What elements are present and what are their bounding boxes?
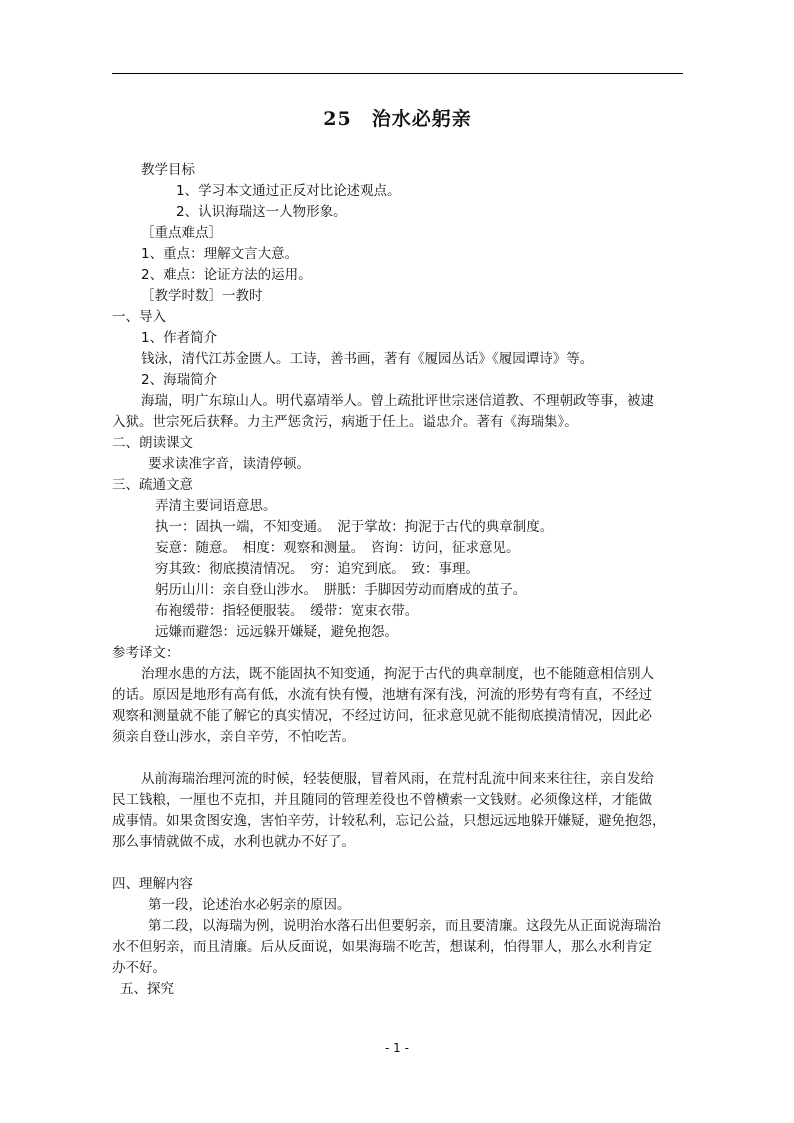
text-line: 海瑞，明广东琼山人。明代嘉靖举人。曾上疏批评世宗迷信道教、不理朝政等事，被逮 — [141, 393, 654, 409]
text-line: 2、海瑞简介 — [141, 372, 218, 388]
section-heading: 三、疏通文意 — [112, 477, 193, 493]
text-line: 要求读准字音，读清停顿。 — [148, 456, 310, 472]
text-line: ［教学时数］一教时 — [141, 288, 263, 304]
text-line: 水不但躬亲，而且清廉。后从反面说，如果海瑞不吃苦，想谋利，怕得罪人，那么水利肯定 — [112, 939, 652, 955]
page-title: 25 治水必躬亲 — [323, 108, 472, 130]
page-number: - 1 - — [385, 1041, 409, 1055]
section-heading: 参考译文： — [112, 645, 180, 661]
text-line: 须亲自登山涉水，亲自辛劳，不怕吃苦。 — [112, 729, 355, 745]
text-line: 2、认识海瑞这一人物形象。 — [176, 204, 347, 220]
text-line: 弄清主要词语意思。 — [155, 498, 277, 514]
text-line: 2、难点：论证方法的运用。 — [141, 267, 312, 283]
text-line: 民工钱粮，一厘也不克扣，并且随同的管理差役也不曾横索一文钱财。必须像这样，才能做 — [112, 792, 652, 808]
text-line: 第二段，以海瑞为例，说明治水落石出但要躬亲，而且要清廉。这段先从正面说海瑞治 — [148, 918, 661, 934]
text-line: 1、重点：理解文言大意。 — [141, 246, 299, 262]
text-line: 第一段，论述治水必躬亲的原因。 — [148, 897, 351, 913]
section-heading: 四、理解内容 — [112, 876, 193, 892]
vocab-line: 布袍缓带：指轻便服装。 缓带：宽束衣带。 — [155, 603, 419, 619]
text-line: 钱泳，清代江苏金匮人。工诗，善书画，著有《履园丛话》《履园谭诗》等。 — [141, 351, 594, 367]
text-line: 入狱。世宗死后获释。力主严惩贪污，病逝于任上。谥忠介。著有《海瑞集》。 — [112, 414, 578, 430]
vocab-line: 妄意：随意。 相度：观察和测量。 咨询：访问，征求意见。 — [155, 540, 520, 556]
text-line: 观察和测量就不能了解它的真实情况，不经过访问，征求意见就不能彻底摸清情况，因此必 — [112, 708, 652, 724]
text-line: 的话。原因是地形有高有低，水流有快有慢，池塘有深有浅，河流的形势有弯有直，不经过 — [112, 687, 652, 703]
section-heading: 二、朗读课文 — [112, 435, 193, 451]
vocab-line: 穷其致：彻底摸清情况。 穷：追究到底。 致：事理。 — [155, 561, 479, 577]
vocab-line: 远嫌而避怨：远远躲开嫌疑，避免抱怨。 — [155, 624, 398, 640]
text-line: 从前海瑞治理河流的时候，轻装便服，冒着风雨，在荒村乱流中间来来往往，亲自发给 — [141, 771, 654, 787]
header-rule — [112, 73, 683, 74]
text-line: 教学目标 — [141, 162, 195, 178]
section-heading: 五、探究 — [120, 981, 174, 997]
vocab-line: 躬历山川：亲自登山涉水。 胼胝：手脚因劳动而磨成的茧子。 — [155, 582, 527, 598]
text-line: 1、学习本文通过正反对比论述观点。 — [176, 183, 401, 199]
text-line: 成事情。如果贪图安逸，害怕辛劳，计较私利，忘记公益，只想远远地躲开嫌疑，避免抱怨， — [112, 813, 666, 829]
text-line: 治理水患的方法，既不能固执不知变通，拘泥于古代的典章制度，也不能随意相信别人 — [141, 666, 654, 682]
text-line: 办不好。 — [112, 960, 166, 976]
vocab-line: 执一：固执一端，不知变通。 泥于掌故：拘泥于古代的典章制度。 — [155, 519, 554, 535]
text-line: 1、作者简介 — [141, 330, 218, 346]
section-heading: 一、导入 — [112, 309, 166, 325]
text-line: ［重点难点］ — [141, 225, 222, 241]
text-line: 那么事情就做不成，水利也就办不好了。 — [112, 834, 355, 850]
